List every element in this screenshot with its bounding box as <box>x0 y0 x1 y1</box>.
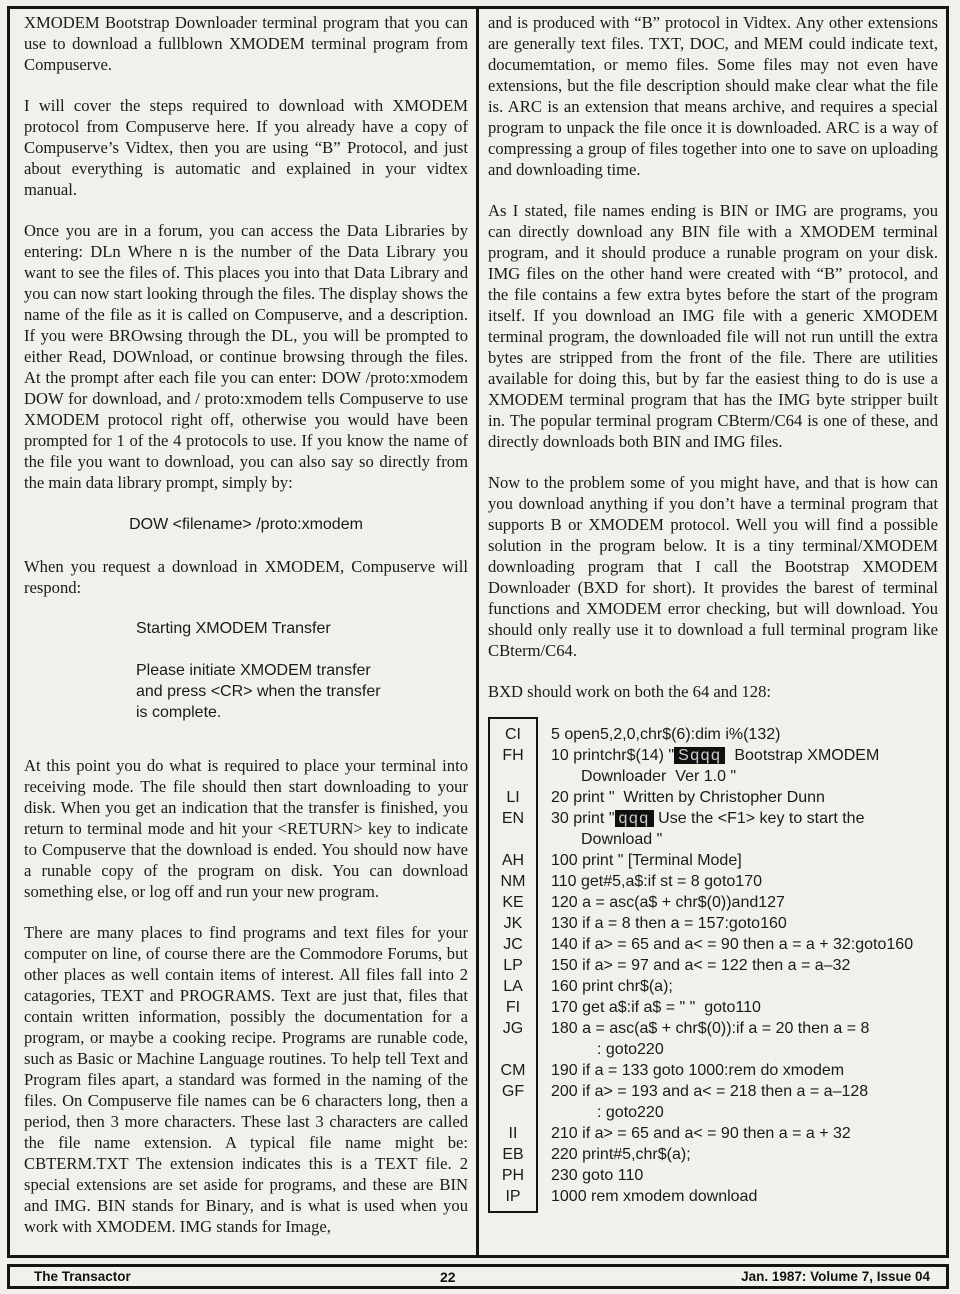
code-line <box>551 787 938 808</box>
code-row <box>488 955 938 976</box>
magazine-title: The Transactor <box>34 1269 131 1284</box>
code-segment: 220 print#5,chr$(a); <box>551 1146 691 1163</box>
footer-bar <box>7 1264 949 1289</box>
code-row <box>488 1186 938 1207</box>
checksum-code: JC <box>503 936 523 953</box>
basic-code-listing <box>488 724 938 1207</box>
code-text <box>538 892 938 913</box>
code-row <box>488 745 938 787</box>
code-row <box>488 1165 938 1186</box>
code-segment: Use the <F1> key to start the <box>653 810 865 827</box>
checksum-code: JK <box>503 915 523 932</box>
paragraph: BXD should work on both the 64 and 128: <box>488 682 772 701</box>
checksum-code: FI <box>505 999 521 1016</box>
code-text <box>538 1186 938 1207</box>
code-line <box>551 850 938 871</box>
checksum-code: CI <box>505 726 521 743</box>
code-row <box>488 1123 938 1144</box>
checksum-code: II <box>508 1125 518 1142</box>
paragraph: Once you are in a forum, you can access the Data Libraries by entering: DLn Where n is the number of the Data Library you want to see the files of. This places you into that Data Library and you can now start looking through the files. The display shows the name of the file as it is called on Compuserve, and a description. If you were BROwsing through the DL, you will be prompted to either Read, DOWnload, or continue browsing through the files. At the prompt after each file you can enter: DOW /proto:xmodem DOW for download, and / proto:xmodem tells Compuserve to use XMODEM protocol right off, otherwise you would have been prompted for 1 of the 4 protocols to use. If you know the name of the file you want to download, you can also say so directly from the main data library prompt, simply by: <box>24 221 468 492</box>
compuserve-response-block <box>136 660 468 723</box>
checksum-code: PH <box>501 1167 525 1184</box>
code-line <box>551 766 938 787</box>
code-text <box>538 724 938 745</box>
checksum-code: LA <box>503 978 523 995</box>
checksum-code: LI <box>506 789 520 806</box>
code-row <box>488 934 938 955</box>
code-line <box>551 976 938 997</box>
code-line <box>551 997 938 1018</box>
checksum-code: KE <box>502 894 524 911</box>
code-line <box>551 955 938 976</box>
code-text <box>538 850 938 871</box>
code-segment: 180 a = asc(a$ + chr$(0)):if a = 20 then a = 8 <box>551 1020 870 1037</box>
code-line <box>551 808 938 829</box>
code-text <box>538 1018 938 1060</box>
code-line <box>551 892 938 913</box>
code-line <box>551 871 938 892</box>
page-number: 22 <box>440 1269 456 1285</box>
code-text <box>538 1081 938 1123</box>
response-line: is complete. <box>136 704 222 721</box>
code-text <box>538 808 938 850</box>
compuserve-response-line: Starting XMODEM Transfer <box>136 620 331 637</box>
code-row <box>488 913 938 934</box>
response-line: and press <CR> when the transfer <box>136 683 381 700</box>
code-segment: 30 print " <box>551 810 615 827</box>
right-column <box>488 12 938 1254</box>
code-line <box>551 1102 938 1123</box>
code-text <box>538 1060 938 1081</box>
checksum-code: CM <box>500 1062 526 1079</box>
code-segment: 120 a = asc(a$ + chr$(0))and127 <box>551 894 785 911</box>
code-text <box>538 1123 938 1144</box>
dow-command-line: DOW <filename> /proto:xmodem <box>129 516 363 533</box>
paragraph: and is produced with “B” protocol in Vidtex. Any other extensions are generally text files. TXT, DOC, and MEM could indicate text, documemtation, or memo files. Some files may not even have extensions, but the file description should make clear what the file is. ARC is an extension that means archive, and requires a special program to unpack the file once it is downloaded. ARC is a way of compressing a group of files together into one to save on uploading and downloading time. <box>488 13 938 179</box>
code-line <box>551 913 938 934</box>
code-segment: 150 if a> = 97 and a< = 122 then a = a–32 <box>551 957 851 974</box>
code-line <box>551 934 938 955</box>
code-segment: 140 if a> = 65 and a< = 90 then a = a + 32:goto160 <box>551 936 914 953</box>
code-text <box>538 871 938 892</box>
code-segment: 230 goto 110 <box>551 1167 644 1184</box>
reverse-video-petscii: Sqqq <box>674 747 725 764</box>
paragraph: I will cover the steps required to download with XMODEM protocol from Compuserve here. If you already have a copy of Compuserve’s Vidtex, then you are using “B” Protocol, and just about everything is automatic and explained in your vidtex manual. <box>24 96 468 199</box>
checksum-code: GF <box>501 1083 525 1100</box>
code-segment: Downloader Ver 1.0 " <box>581 768 737 785</box>
code-row <box>488 1018 938 1060</box>
code-line <box>551 1039 938 1060</box>
code-line <box>551 1060 938 1081</box>
code-segment: 1000 rem xmodem download <box>551 1188 758 1205</box>
code-text <box>538 913 938 934</box>
checksum-column-box <box>488 717 538 1213</box>
code-text <box>538 1165 938 1186</box>
code-text <box>538 1144 938 1165</box>
checksum-code: NM <box>500 873 526 890</box>
code-row <box>488 787 938 808</box>
code-segment: Download " <box>581 831 663 848</box>
code-row <box>488 1144 938 1165</box>
code-row <box>488 976 938 997</box>
code-segment: : goto220 <box>597 1104 664 1121</box>
code-segment: 190 if a = 133 goto 1000:rem do xmodem <box>551 1062 845 1079</box>
code-segment: : goto220 <box>597 1041 664 1058</box>
code-segment: 5 open5,2,0,chr$(6):dim i%(132) <box>551 726 781 743</box>
code-text <box>538 934 938 955</box>
code-text <box>538 787 938 808</box>
code-segment: 110 get#5,a$:if st = 8 goto170 <box>551 873 762 890</box>
checksum-code: EN <box>501 810 525 827</box>
code-line <box>551 1018 938 1039</box>
code-row <box>488 850 938 871</box>
checksum-code: IP <box>505 1188 521 1205</box>
code-segment: 130 if a = 8 then a = 157:goto160 <box>551 915 787 932</box>
reverse-video-petscii: qqq <box>615 810 654 827</box>
paragraph: Now to the problem some of you might have, and that is how can you download anything if you don’t have a terminal program that supports B or XMODEM protocol. Well you will find a possible solution in the program below. It is a tiny terminal/XMODEM downloading program that I call the Bootstrap XMODEM Downloader (BXD for short). It provides the barest of terminal functions and XMODEM error checking, but will download. You should only really use it to download a full terminal program like CBterm/C64. <box>488 473 938 660</box>
code-row <box>488 1081 938 1123</box>
code-line <box>551 1123 938 1144</box>
code-segment: 20 print " Written by Christopher Dunn <box>551 789 825 806</box>
paragraph: When you request a download in XMODEM, Compuserve will respond: <box>24 557 468 597</box>
code-text <box>538 955 938 976</box>
paragraph: At this point you do what is required to place your terminal into receiving mode. The file should then start downloading to your disk. When you get an indication that the transfer is finished, you return to terminal mode and hit your <RETURN> key to indicate to Compuserve that the download is ended. You should now have a runable copy of the program on disk. You can download something else, or log off and run your new program. <box>24 756 468 901</box>
checksum-code: LP <box>503 957 523 974</box>
code-line <box>551 1081 938 1102</box>
code-text <box>538 997 938 1018</box>
code-line <box>551 1144 938 1165</box>
code-segment: 210 if a> = 65 and a< = 90 then a = a + 32 <box>551 1125 851 1142</box>
code-line <box>551 1165 938 1186</box>
checksum-code: FH <box>502 747 524 764</box>
code-line <box>551 1186 938 1207</box>
code-listing-rows <box>488 724 938 1207</box>
code-row <box>488 871 938 892</box>
code-row <box>488 1060 938 1081</box>
response-line: Please initiate XMODEM transfer <box>136 662 371 679</box>
code-text <box>538 745 938 787</box>
paragraph: As I stated, file names ending is BIN or IMG are programs, you can directly download any BIN file with a XMODEM terminal program, and it should produce a runable program on your disk. IMG files on the other hand were created with “B” protocol, and the file contains a few extra bytes before the start of the program itself. If you download an IMG file with a generic XMODEM terminal program, the downloaded file will not run untill the extra bytes are stripped from the front of the file. There are utilities available for doing this, but by far the easiest thing to do is use a XMODEM terminal program that has the IMG byte stripper built in. The popular terminal program CBterm/C64 is one of these, and directly downloads both BIN and IMG files. <box>488 201 938 451</box>
checksum-code: JG <box>502 1020 524 1037</box>
code-text <box>538 976 938 997</box>
paragraph: XMODEM Bootstrap Downloader terminal program that you can use to download a fullblown XMODEM terminal program from Compuserve. <box>24 13 468 74</box>
code-row <box>488 808 938 850</box>
code-segment: Bootstrap XMODEM <box>725 747 880 764</box>
code-segment: 10 printchr$(14) " <box>551 747 675 764</box>
left-column <box>24 12 468 1254</box>
code-row <box>488 724 938 745</box>
checksum-code: AH <box>501 852 525 869</box>
code-row <box>488 892 938 913</box>
code-row <box>488 997 938 1018</box>
code-segment: 160 print chr$(a); <box>551 978 673 995</box>
code-line <box>551 745 938 766</box>
code-segment: 100 print " [Terminal Mode] <box>551 852 742 869</box>
code-segment: 170 get a$:if a$ = " " goto110 <box>551 999 761 1016</box>
code-line <box>551 724 938 745</box>
code-segment: 200 if a> = 193 and a< = 218 then a = a–128 <box>551 1083 869 1100</box>
checksum-code: EB <box>502 1146 524 1163</box>
column-divider <box>476 6 479 1258</box>
issue-info: Jan. 1987: Volume 7, Issue 04 <box>741 1269 930 1284</box>
code-line <box>551 829 938 850</box>
paragraph: There are many places to find programs and text files for your computer on line, of course there are the Commodore Forums, but other places as well contain items of interest. All files fall into 2 catagories, TEXT and PROGRAMS. Text are just that, files that contain written information, possibly the documentation for a program, or maybe a cooking recipe. Programs are runable code, such as Basic or Machine Language routines. To help tell Text and Program files apart, a standard was formed in the naming of the files. On Compuserve file names can be 6 characters long, then a period, then 3 more characters. These last 3 characters are called the file name extension. A typical file name might be: CBTERM.TXT The extension indicates this is a TEXT file. 2 special extensions are set aside for programs, and these are BIN and IMG. BIN stands for Binary, and is what is used when you work with XMODEM. IMG stands for Image, <box>24 923 468 1236</box>
